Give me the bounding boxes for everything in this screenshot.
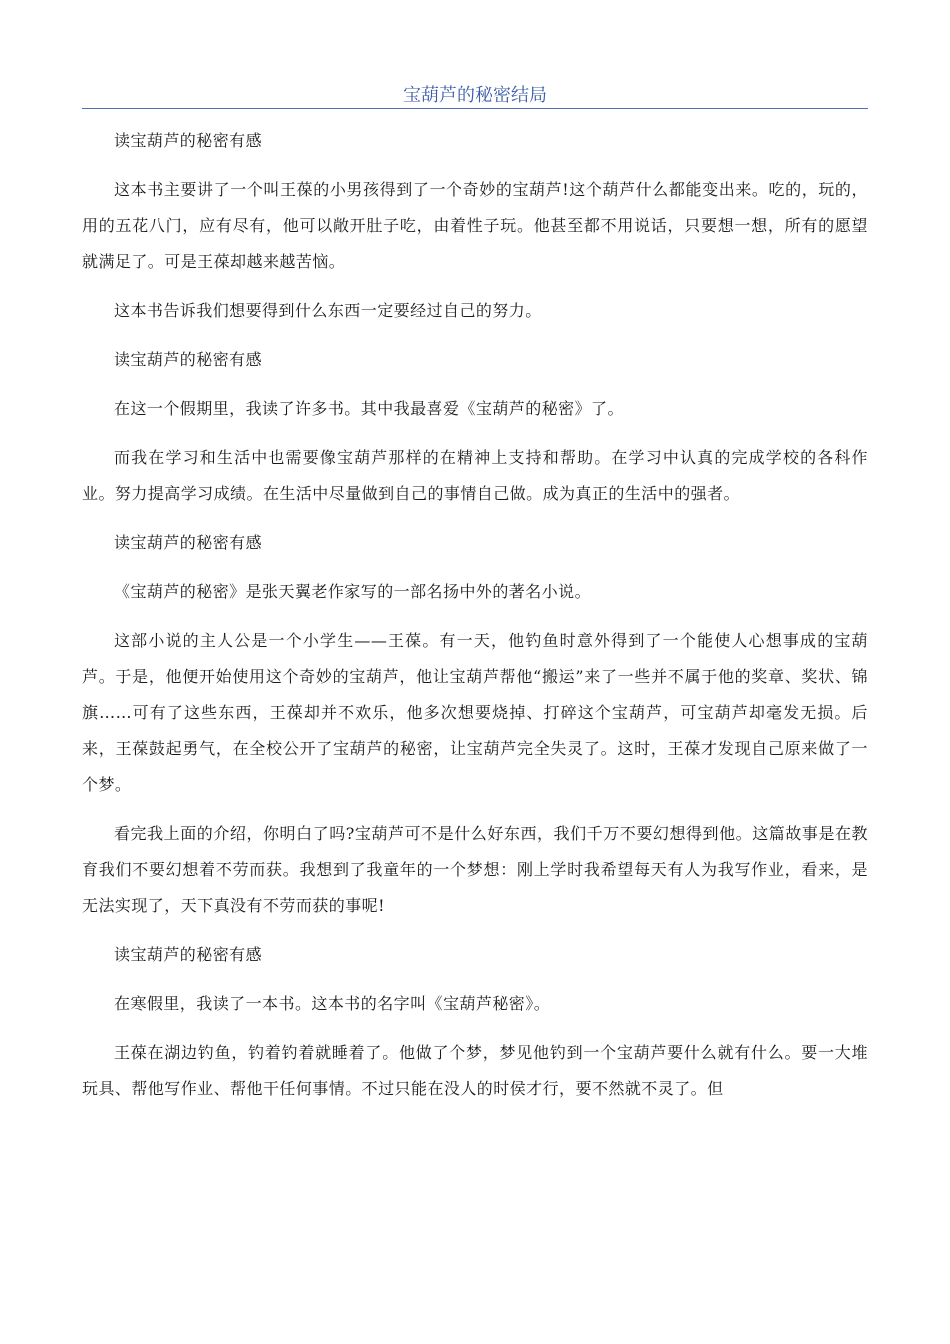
paragraph: 王葆在湖边钓鱼，钓着钓着就睡着了。他做了个梦，梦见他钓到一个宝葫芦要什么就有什么。要一大堆玩具、帮他写作业、帮他干任何事情。不过只能在没人的时侯才行，要不然就不灵了。但	[82, 1043, 868, 1098]
paragraph: 这本书主要讲了一个叫王葆的小男孩得到了一个奇妙的宝葫芦!这个葫芦什么都能变出来。吃的，玩的，用的五花八门，应有尽有，他可以敞开肚子吃，由着性子玩。他甚至都不用说话，只要想一想，所有的愿望就满足了。可是王葆却越来越苦恼。	[82, 180, 868, 271]
paragraph: 《宝葫芦的秘密》是张天翼老作家写的一部名扬中外的著名小说。	[114, 582, 592, 601]
paragraph: 这本书告诉我们想要得到什么东西一定要经过自己的努力。	[114, 301, 542, 320]
paragraph: 读宝葫芦的秘密有感	[114, 350, 263, 369]
paragraph: 读宝葫芦的秘密有感	[114, 131, 263, 150]
document-body	[82, 123, 868, 1120]
paragraph: 在寒假里，我读了一本书。这本书的名字叫《宝葫芦秘密》。	[114, 994, 551, 1013]
document-title: 宝葫芦的秘密结局	[403, 85, 547, 106]
paragraph: 读宝葫芦的秘密有感	[114, 533, 263, 552]
paragraph: 这部小说的主人公是一个小学生——王葆。有一天，他钓鱼时意外得到了一个能使人心想事成的宝葫芦。于是，他便开始使用这个奇妙的宝葫芦，他让宝葫芦帮他“搬运”来了一些并不属于他的奖章、奖状、锦旗……可有了这些东西，王葆却并不欢乐，他多次想要烧掉、打碎这个宝葫芦，可宝葫芦却毫发无损。后来，王葆鼓起勇气，在全校公开了宝葫芦的秘密，让宝葫芦完全失灵了。这时，王葆才发现自己原来做了一个梦。	[82, 631, 868, 794]
paragraph: 读宝葫芦的秘密有感	[114, 945, 263, 964]
title-divider	[82, 108, 868, 109]
paragraph: 在这一个假期里，我读了许多书。其中我最喜爱《宝葫芦的秘密》了。	[114, 399, 624, 418]
paragraph: 看完我上面的介绍，你明白了吗?宝葫芦可不是什么好东西，我们千万不要幻想得到他。这篇故事是在教育我们不要幻想着不劳而获。我想到了我童年的一个梦想：刚上学时我希望每天有人为我写作业，看来，是无法实现了，天下真没有不劳而获的事呢!	[82, 824, 868, 915]
paragraph: 而我在学习和生活中也需要像宝葫芦那样的在精神上支持和帮助。在学习中认真的完成学校的各科作业。努力提高学习成绩。在生活中尽量做到自己的事情自己做。成为真正的生活中的强者。	[82, 448, 868, 503]
